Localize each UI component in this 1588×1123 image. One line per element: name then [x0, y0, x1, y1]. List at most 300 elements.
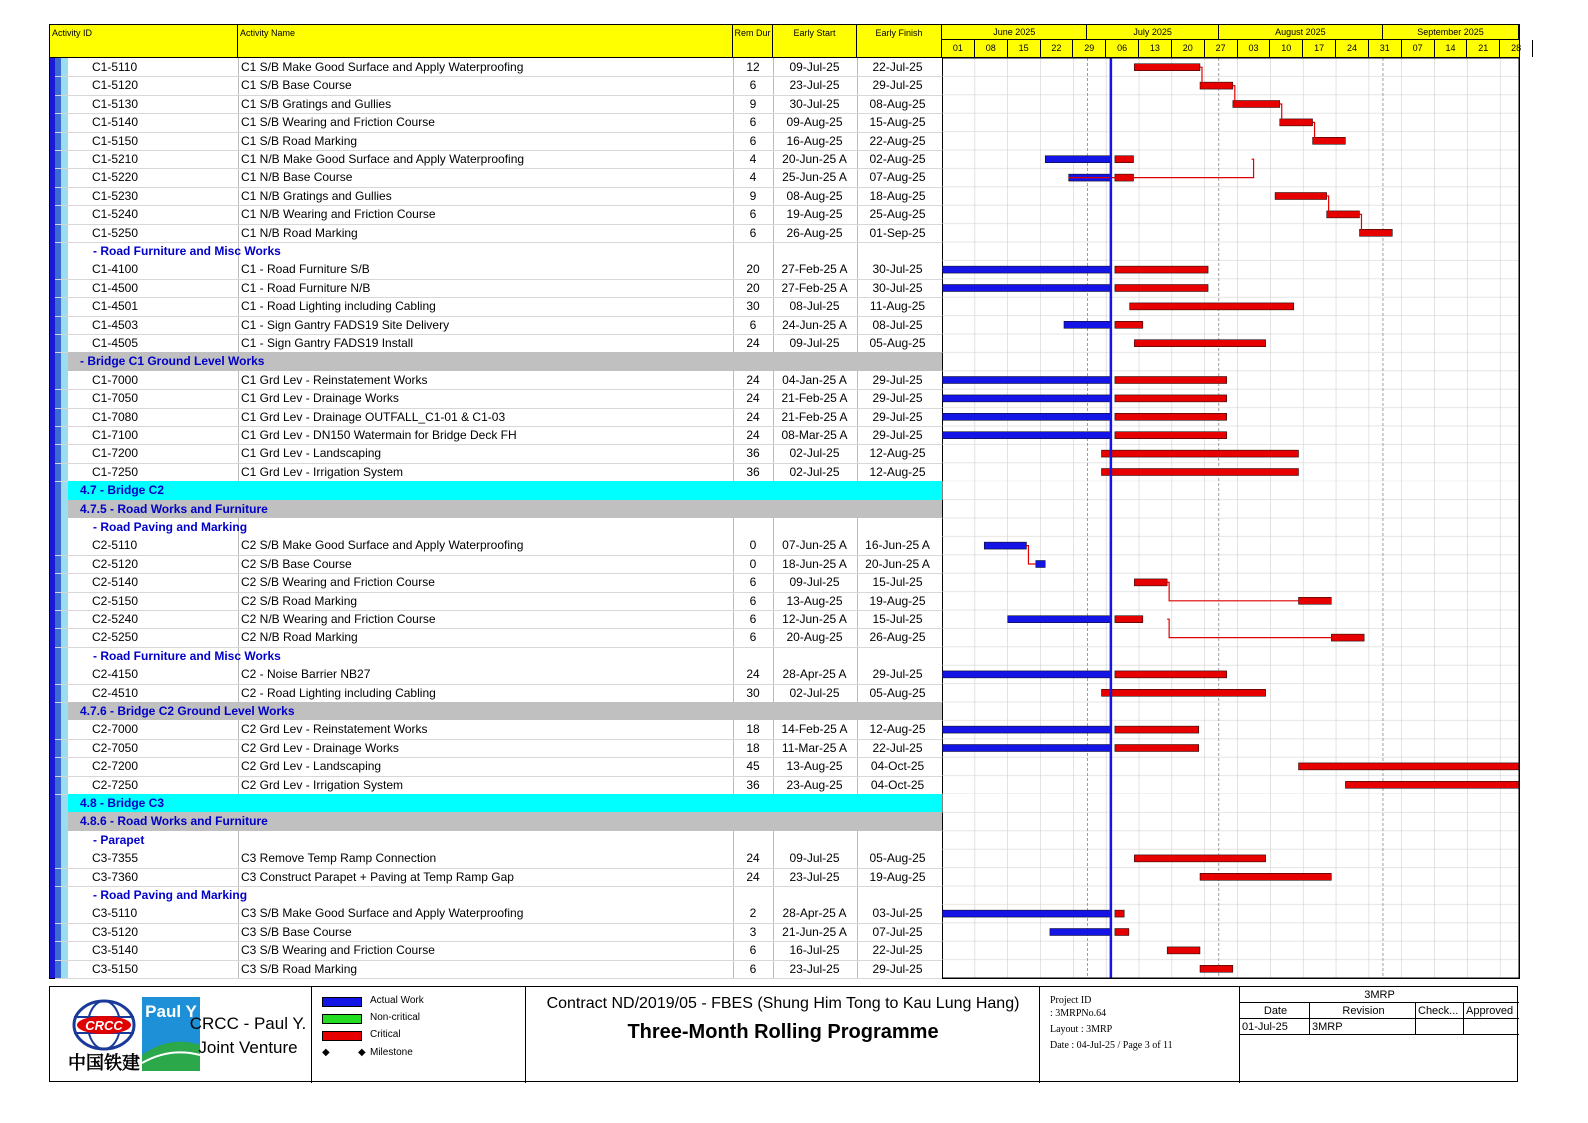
activity-name: C1 Grd Lev - Drainage Works: [241, 391, 399, 406]
date-page: Date : 04-Jul-25 / Page 3 of 11: [1050, 1040, 1173, 1051]
remaining-duration: 24: [746, 869, 760, 884]
remaining-duration: 24: [746, 372, 760, 387]
early-finish: 15-Jul-25: [872, 612, 923, 626]
table-row[interactable]: [55, 720, 942, 739]
table-row[interactable]: [55, 95, 942, 114]
table-row[interactable]: [55, 224, 942, 243]
activity-name: C2 - Road Lighting including Cabling: [241, 685, 436, 700]
group-label: 4.7.5 - Road Works and Furniture: [80, 501, 268, 516]
remaining-duration: 6: [749, 593, 757, 608]
critical-bar: [1130, 303, 1294, 310]
early-finish: 29-Jul-25: [872, 372, 923, 387]
critical-bar: [1134, 340, 1265, 347]
remaining-bar: [1115, 616, 1143, 623]
timescale-week: 14: [1435, 40, 1468, 57]
critical-bar: [1360, 229, 1393, 236]
early-start: 24-Jun-25 A: [782, 317, 847, 332]
group-header[interactable]: [55, 831, 942, 849]
rev-col-check: Check...: [1416, 1003, 1464, 1019]
critical-bar: [1101, 469, 1298, 476]
activity-id: C2-7050: [92, 740, 139, 755]
band-row: [942, 481, 1519, 499]
early-start: 04-Jan-25 A: [782, 372, 847, 387]
activity-name: C3 S/B Road Marking: [241, 961, 358, 976]
group-label: - Road Paving and Marking: [93, 520, 248, 534]
early-start: 25-Jun-25 A: [782, 170, 847, 185]
svg-text:Joint Venture: Joint Venture: [198, 1038, 298, 1057]
activity-id: C1-5210: [92, 152, 139, 166]
activity-id: C2-5240: [92, 612, 139, 626]
early-start: 08-Jul-25: [789, 299, 840, 314]
remaining-duration: 24: [746, 428, 760, 442]
group-header[interactable]: [68, 481, 942, 499]
svg-text:CRCC: CRCC: [85, 1018, 123, 1033]
table-row[interactable]: [55, 187, 942, 206]
remaining-duration: 24: [746, 391, 760, 406]
early-start: 23-Aug-25: [786, 777, 843, 792]
timescale-month: September 2025: [1383, 25, 1519, 40]
activity-name: C1 N/B Make Good Surface and Apply Waterproofing: [241, 152, 525, 166]
early-start: 20-Jun-25 A: [782, 152, 847, 166]
table-row[interactable]: [55, 536, 942, 555]
early-finish: 29-Jul-25: [872, 78, 923, 93]
critical-bar: [1275, 193, 1327, 200]
early-start: 27-Feb-25 A: [781, 280, 848, 295]
revision-box: [1240, 987, 1519, 1083]
timescale-month: June 2025: [942, 25, 1087, 40]
early-finish: 02-Aug-25: [869, 152, 926, 166]
group-header[interactable]: [68, 812, 942, 830]
group-header[interactable]: [55, 647, 942, 665]
activity-name: C2 Grd Lev - Drainage Works: [241, 740, 399, 755]
early-start: 23-Jul-25: [789, 78, 840, 93]
activity-id: C1-7100: [92, 428, 139, 442]
table-row[interactable]: [55, 610, 942, 629]
activity-name: C1 - Sign Gantry FADS19 Install: [241, 336, 414, 350]
activity-id: C1-7250: [92, 464, 139, 479]
early-finish: 07-Aug-25: [869, 170, 926, 185]
activity-name: C2 N/B Wearing and Friction Course: [241, 612, 436, 626]
activity-name: C2 Grd Lev - Reinstatement Works: [241, 722, 428, 737]
remaining-duration: 6: [749, 207, 757, 222]
early-finish: 05-Aug-25: [869, 851, 926, 866]
actual-bar: [942, 377, 1111, 384]
group-header[interactable]: [68, 352, 942, 370]
remaining-duration: 3: [749, 924, 757, 939]
activity-id: C3-7360: [92, 869, 139, 884]
early-finish: 22-Aug-25: [869, 133, 926, 148]
group-header[interactable]: [55, 886, 942, 904]
timescale: [942, 25, 1522, 57]
remaining-duration: 36: [746, 446, 760, 461]
col-early-start[interactable]: Early Start: [773, 25, 857, 57]
timescale-week: 20: [1172, 40, 1205, 57]
remaining-duration: 20: [746, 262, 760, 277]
activity-id: C2-5140: [92, 575, 139, 590]
early-finish: 08-Aug-25: [869, 96, 926, 111]
remaining-duration: 24: [746, 851, 760, 866]
activity-id: C1-5130: [92, 96, 139, 111]
actual-bar: [942, 726, 1111, 733]
table-row[interactable]: [55, 76, 942, 95]
table-row[interactable]: [55, 555, 942, 574]
contract-title: Contract ND/2019/05 - FBES (Shung Him Tong to Kau Lung Hang): [546, 995, 1020, 1012]
legend-box: Actual Work Non-critical Critical ◆ ◆ Milestone: [312, 987, 526, 1083]
early-finish: 29-Jul-25: [872, 409, 923, 424]
activity-id: C2-5250: [92, 630, 139, 645]
activity-id: C2-7250: [92, 777, 139, 792]
activity-id: C3-5120: [92, 924, 139, 939]
project-id: : 3MRPNo.64: [1050, 1008, 1107, 1019]
activity-name: C1 Grd Lev - Landscaping: [241, 446, 382, 461]
critical-bar: [1200, 873, 1331, 880]
early-finish: 04-Oct-25: [870, 759, 925, 774]
early-start: 13-Aug-25: [786, 593, 843, 608]
early-start: 28-Apr-25 A: [782, 667, 847, 682]
early-finish: 29-Jul-25: [872, 428, 923, 442]
group-label: - Bridge C1 Ground Level Works: [80, 354, 265, 369]
early-finish: 20-Jun-25 A: [865, 556, 930, 571]
group-label: 4.7 - Bridge C2: [80, 483, 165, 498]
remaining-duration: 6: [749, 133, 757, 148]
layout-name: Layout : 3MRP: [1050, 1024, 1113, 1035]
early-start: 13-Aug-25: [786, 759, 843, 774]
critical-bar: [1345, 781, 1519, 788]
activity-id: C1-7200: [92, 446, 139, 461]
activity-id: C1-7080: [92, 409, 139, 424]
table-row[interactable]: [55, 132, 942, 151]
activity-name: C2 N/B Road Marking: [241, 630, 358, 645]
remaining-duration: 6: [749, 961, 757, 976]
table-row[interactable]: [55, 904, 942, 923]
activity-name: C3 Remove Temp Ramp Connection: [241, 851, 437, 866]
svg-text:CRCC - Paul Y.: CRCC - Paul Y.: [189, 1014, 307, 1033]
rev-row-approved: [1464, 1019, 1519, 1035]
remaining-duration: 30: [746, 299, 760, 314]
remaining-duration: 24: [746, 667, 760, 682]
activity-name: C1 Grd Lev - Drainage OUTFALL_C1-01 & C1-03: [241, 409, 506, 424]
early-start: 08-Aug-25: [786, 188, 843, 203]
remaining-bar: [1115, 285, 1208, 292]
early-start: 18-Jun-25 A: [782, 556, 847, 571]
early-start: 28-Apr-25 A: [782, 906, 847, 921]
critical-bar: [1280, 119, 1313, 126]
critical-bar: [1331, 634, 1364, 641]
col-activity-name[interactable]: Activity Name: [238, 25, 733, 57]
early-finish: 25-Aug-25: [869, 207, 926, 222]
remaining-bar: [1115, 671, 1227, 678]
timescale-week: 10: [1270, 40, 1303, 57]
table-row[interactable]: [55, 168, 942, 187]
early-finish: 05-Aug-25: [869, 685, 926, 700]
early-start: 30-Jul-25: [789, 96, 840, 111]
remaining-duration: 9: [749, 188, 757, 203]
activity-name: C1 N/B Road Marking: [241, 225, 358, 240]
timescale-week: 15: [1008, 40, 1041, 57]
rev-col-date: Date: [1240, 1003, 1310, 1019]
remaining-duration: 18: [746, 722, 760, 737]
timescale-week: 28: [1500, 40, 1533, 57]
remaining-duration: 4: [749, 152, 757, 166]
remaining-bar: [1115, 156, 1134, 163]
activity-name: C1 Grd Lev - Irrigation System: [241, 464, 404, 479]
table-row[interactable]: [55, 316, 942, 335]
critical-bar: [1101, 450, 1298, 457]
timescale-week: 22: [1041, 40, 1074, 57]
actual-bar: [942, 285, 1111, 292]
group-label: - Road Paving and Marking: [93, 888, 248, 902]
timescale-month: July 2025: [1087, 25, 1218, 40]
table-row[interactable]: [55, 334, 942, 353]
activity-id: C1-5230: [92, 188, 139, 203]
remaining-duration: 9: [749, 96, 757, 111]
rev-col-approved: Approved: [1464, 1003, 1519, 1019]
activity-name: C1 Grd Lev - Reinstatement Works: [241, 372, 428, 387]
early-start: 21-Feb-25 A: [781, 391, 848, 406]
activity-name: C1 S/B Base Course: [241, 78, 352, 93]
table-row[interactable]: [55, 463, 942, 482]
early-finish: 18-Aug-25: [869, 188, 926, 203]
early-finish: 12-Aug-25: [869, 446, 926, 461]
band-row: [942, 794, 1519, 812]
group-header[interactable]: [68, 500, 942, 518]
early-start: 14-Feb-25 A: [781, 722, 848, 737]
actual-bar: [984, 542, 1026, 549]
table-row[interactable]: [55, 408, 942, 427]
early-start: 09-Jul-25: [789, 60, 840, 74]
remaining-duration: 36: [746, 464, 760, 479]
early-finish: 26-Aug-25: [869, 630, 926, 645]
early-start: 02-Jul-25: [789, 685, 840, 700]
timescale-week: 13: [1139, 40, 1172, 57]
early-start: 23-Jul-25: [789, 869, 840, 884]
early-start: 11-Mar-25 A: [781, 740, 848, 755]
activity-id: C3-5150: [92, 961, 139, 976]
remaining-duration: 6: [749, 225, 757, 240]
col-activity-id[interactable]: Activity ID: [50, 25, 238, 57]
early-finish: 12-Aug-25: [869, 722, 926, 737]
early-finish: 04-Oct-25: [870, 777, 925, 792]
actual-bar: [942, 266, 1111, 273]
early-finish: 01-Sep-25: [869, 225, 926, 240]
activity-name: C2 S/B Base Course: [241, 556, 352, 571]
early-start: 20-Aug-25: [786, 630, 843, 645]
actual-bar: [1045, 156, 1111, 163]
critical-bar: [1299, 597, 1332, 604]
activity-id: C1-7000: [92, 372, 139, 387]
activity-id: C1-4501: [92, 299, 139, 314]
activity-id: C3-5140: [92, 943, 139, 958]
group-header[interactable]: [68, 702, 942, 720]
early-finish: 12-Aug-25: [869, 464, 926, 479]
timescale-week: 29: [1073, 40, 1106, 57]
logo-box: [50, 987, 312, 1083]
table-row[interactable]: [55, 684, 942, 703]
early-finish: 29-Jul-25: [872, 391, 923, 406]
critical-bar: [1101, 689, 1265, 696]
table-row[interactable]: [55, 113, 942, 132]
table-row[interactable]: [55, 444, 942, 463]
group-header[interactable]: [55, 242, 942, 260]
activity-name: C3 Construct Parapet + Paving at Temp Ramp Gap: [241, 869, 514, 884]
remaining-duration: 18: [746, 740, 760, 755]
rev-blank: [1240, 1035, 1519, 1083]
timescale-week: 21: [1467, 40, 1500, 57]
activity-name: C2 S/B Wearing and Friction Course: [241, 575, 435, 590]
table-row[interactable]: [55, 573, 942, 592]
remaining-bar: [1115, 321, 1143, 328]
actual-bar: [942, 745, 1111, 752]
remaining-duration: 6: [749, 115, 757, 130]
table-row[interactable]: [55, 371, 942, 390]
early-finish: 29-Jul-25: [872, 961, 923, 976]
rev-row-date: 01-Jul-25: [1240, 1019, 1310, 1035]
actual-bar: [1036, 561, 1045, 568]
activity-name: C1 N/B Wearing and Friction Course: [241, 207, 436, 222]
actual-bar: [1050, 929, 1111, 936]
activity-name: C1 S/B Make Good Surface and Apply Waterproofing: [241, 60, 524, 74]
activity-id: C2-7000: [92, 722, 139, 737]
svg-text:中国铁建: 中国铁建: [68, 1053, 140, 1074]
table-row[interactable]: [55, 297, 942, 316]
early-start: 02-Jul-25: [789, 464, 840, 479]
activity-name: C2 - Noise Barrier NB27: [241, 667, 371, 682]
activity-name: C3 S/B Base Course: [241, 924, 352, 939]
table-row[interactable]: [55, 665, 942, 684]
col-early-finish[interactable]: Early Finish: [857, 25, 942, 57]
svg-text:Paul Y: Paul Y: [145, 1002, 197, 1021]
timescale-week: 06: [1106, 40, 1139, 57]
early-finish: 30-Jul-25: [872, 280, 923, 295]
activity-id: C2-4150: [92, 667, 139, 682]
early-start: 21-Feb-25 A: [781, 409, 848, 424]
early-finish: 05-Aug-25: [869, 336, 926, 350]
activity-id: C1-4500: [92, 280, 139, 295]
remaining-bar: [1115, 432, 1227, 439]
table-header: [50, 25, 1522, 58]
remaining-duration: 2: [749, 906, 757, 921]
remaining-bar: [1115, 377, 1227, 384]
early-finish: 29-Jul-25: [872, 667, 923, 682]
early-start: 09-Aug-25: [786, 115, 843, 130]
remaining-duration: 30: [746, 685, 760, 700]
activity-id: C1-5140: [92, 115, 139, 130]
table-row[interactable]: [55, 628, 942, 647]
early-start: 16-Jul-25: [789, 943, 840, 958]
timescale-week: 01: [942, 40, 975, 57]
early-finish: 30-Jul-25: [872, 262, 923, 277]
table-row[interactable]: [55, 923, 942, 942]
timescale-week: 03: [1238, 40, 1271, 57]
remaining-bar: [1115, 910, 1124, 917]
activity-id: C1-4503: [92, 317, 139, 332]
activity-name: C3 S/B Wearing and Friction Course: [241, 943, 435, 958]
activity-id: C1-4100: [92, 262, 139, 277]
timescale-month: August 2025: [1219, 25, 1383, 40]
rev-row-check: [1416, 1019, 1464, 1035]
table-row[interactable]: [55, 592, 942, 611]
table-row[interactable]: [55, 260, 942, 279]
activity-id: C1-7050: [92, 391, 139, 406]
table-row[interactable]: [55, 960, 942, 979]
table-row[interactable]: [55, 426, 942, 445]
activity-id: C1-5240: [92, 207, 139, 222]
early-finish: 16-Jun-25 A: [865, 538, 930, 553]
table-row[interactable]: [55, 757, 942, 776]
remaining-duration: 36: [746, 777, 760, 792]
table-row[interactable]: [55, 58, 942, 77]
activity-name: C1 - Sign Gantry FADS19 Site Delivery: [241, 317, 450, 332]
activity-name: C2 Grd Lev - Irrigation System: [241, 777, 404, 792]
activity-id: C1-4505: [92, 336, 139, 350]
table-row[interactable]: [55, 205, 942, 224]
table-row[interactable]: [55, 868, 942, 887]
critical-bar: [1167, 947, 1200, 954]
early-start: 21-Jun-25 A: [782, 924, 847, 939]
critical-bar: [1233, 101, 1280, 108]
project-info-box: [1040, 987, 1240, 1083]
activity-name: C1 N/B Base Course: [241, 170, 353, 185]
early-finish: 07-Jul-25: [872, 924, 923, 939]
early-finish: 15-Jul-25: [872, 575, 923, 590]
activity-id: C3-5110: [92, 906, 138, 921]
table-row[interactable]: [55, 849, 942, 868]
early-finish: 19-Aug-25: [869, 869, 926, 884]
table-row[interactable]: [55, 279, 942, 298]
remaining-duration: 20: [746, 280, 760, 295]
activity-name: C2 S/B Road Marking: [241, 593, 358, 608]
schedule-frame: [49, 24, 1520, 979]
early-finish: 08-Jul-25: [872, 317, 923, 332]
table-row[interactable]: [55, 150, 942, 169]
actual-bar: [942, 671, 1111, 678]
early-start: 08-Mar-25 A: [781, 428, 848, 442]
critical-bar: [1200, 82, 1233, 89]
col-rem-dur[interactable]: Rem Dur: [733, 25, 773, 57]
footer: [49, 986, 1518, 1082]
table-row[interactable]: [55, 739, 942, 758]
programme-title: Three-Month Rolling Programme: [627, 1021, 939, 1043]
group-header[interactable]: [55, 518, 942, 536]
early-start: 19-Aug-25: [786, 207, 843, 222]
table-row[interactable]: [55, 941, 942, 960]
activity-name: C2 S/B Make Good Surface and Apply Waterproofing: [241, 538, 524, 553]
early-finish: 03-Jul-25: [872, 906, 923, 921]
remaining-duration: 6: [749, 78, 757, 93]
revision-title: 3MRP: [1240, 987, 1519, 1003]
table-row[interactable]: [55, 776, 942, 795]
remaining-duration: 12: [746, 60, 760, 74]
group-label: 4.8.6 - Road Works and Furniture: [80, 814, 268, 829]
remaining-duration: 6: [749, 612, 757, 626]
early-start: 09-Jul-25: [789, 851, 840, 866]
critical-bar: [1134, 64, 1200, 71]
activity-id: C2-7200: [92, 759, 139, 774]
remaining-duration: 6: [749, 317, 757, 332]
rev-col-revision: Revision: [1310, 1003, 1416, 1019]
timescale-week: 27: [1205, 40, 1238, 57]
table-row[interactable]: [55, 389, 942, 408]
activity-name: C1 S/B Road Marking: [241, 133, 358, 148]
early-finish: 15-Aug-25: [869, 115, 926, 130]
group-label: - Parapet: [93, 832, 145, 847]
activity-id: C1-5220: [92, 170, 139, 185]
group-header[interactable]: [68, 794, 942, 812]
timescale-week: 24: [1336, 40, 1369, 57]
activity-name: C1 Grd Lev - DN150 Watermain for Bridge Deck FH: [241, 428, 517, 442]
early-start: 27-Feb-25 A: [781, 262, 848, 277]
activity-name: C1 - Road Furniture N/B: [241, 280, 371, 295]
